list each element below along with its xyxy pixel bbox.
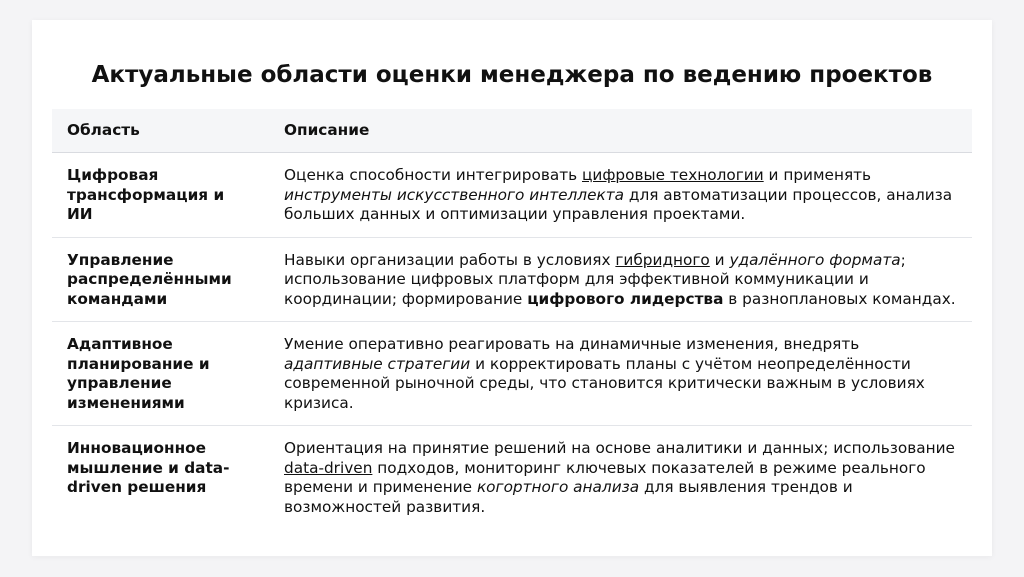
- italic-term: удалённого формата: [729, 250, 901, 269]
- row-description: [254, 153, 972, 238]
- row-description: [254, 322, 972, 426]
- row-area: Управление распределёнными командами: [52, 237, 254, 322]
- underlined-term: data-driven: [284, 458, 373, 477]
- italic-term: адаптивные стратегии: [284, 354, 471, 373]
- table-header-row: [52, 109, 972, 153]
- text: Навыки организации работы в условиях: [284, 250, 616, 269]
- underlined-term: гибридного: [615, 250, 710, 269]
- text: и корректировать планы с учётом неопределённости современной рыночной среды, что становится критически важным в условиях кризиса.: [284, 354, 925, 412]
- text: для автоматизации процессов, анализа больших данных и оптимизации управления проектами.: [284, 185, 953, 223]
- text: и применять: [763, 166, 872, 184]
- table-row: [52, 237, 972, 322]
- assessment-table: [52, 109, 972, 529]
- header-area: Область: [52, 109, 254, 153]
- text: и: [709, 250, 730, 269]
- table-row: [52, 153, 972, 238]
- row-area: Цифровая трансформация и ИИ: [52, 153, 254, 238]
- row-description: [254, 426, 972, 530]
- row-area: Инновационное мышление и data-driven решения: [67, 439, 230, 496]
- text: Умение оперативно реагировать на динамичные изменения, внедрять: [284, 335, 860, 353]
- text: для выявления трендов и возможностей развития.: [284, 478, 853, 516]
- table-row: [52, 426, 972, 530]
- text: подходов, мониторинг ключевых показателей в режиме реального времени и применение: [284, 458, 926, 496]
- text: Оценка способности интегрировать: [284, 166, 582, 184]
- italic-term: инструменты искусственного интеллекта: [284, 185, 625, 204]
- row-description: [254, 237, 972, 322]
- text: Ориентация на принятие решений на основе аналитики и данных; использование: [284, 439, 955, 457]
- italic-term: когортного анализа: [476, 478, 640, 496]
- page-title: Актуальные области оценки менеджера по ведению проектов: [91, 62, 933, 88]
- table-row: [52, 322, 972, 426]
- underlined-term: цифровые технологии: [582, 166, 764, 184]
- text: ; использование цифровых платформ для эффективной коммуникации и координации; формирование: [284, 250, 906, 308]
- text: в разноплановых командах.: [723, 289, 956, 308]
- bold-term: цифрового лидерства: [527, 289, 724, 308]
- header-description: Описание: [254, 109, 972, 153]
- row-area: Адаптивное планирование и управление изменениями: [52, 322, 254, 426]
